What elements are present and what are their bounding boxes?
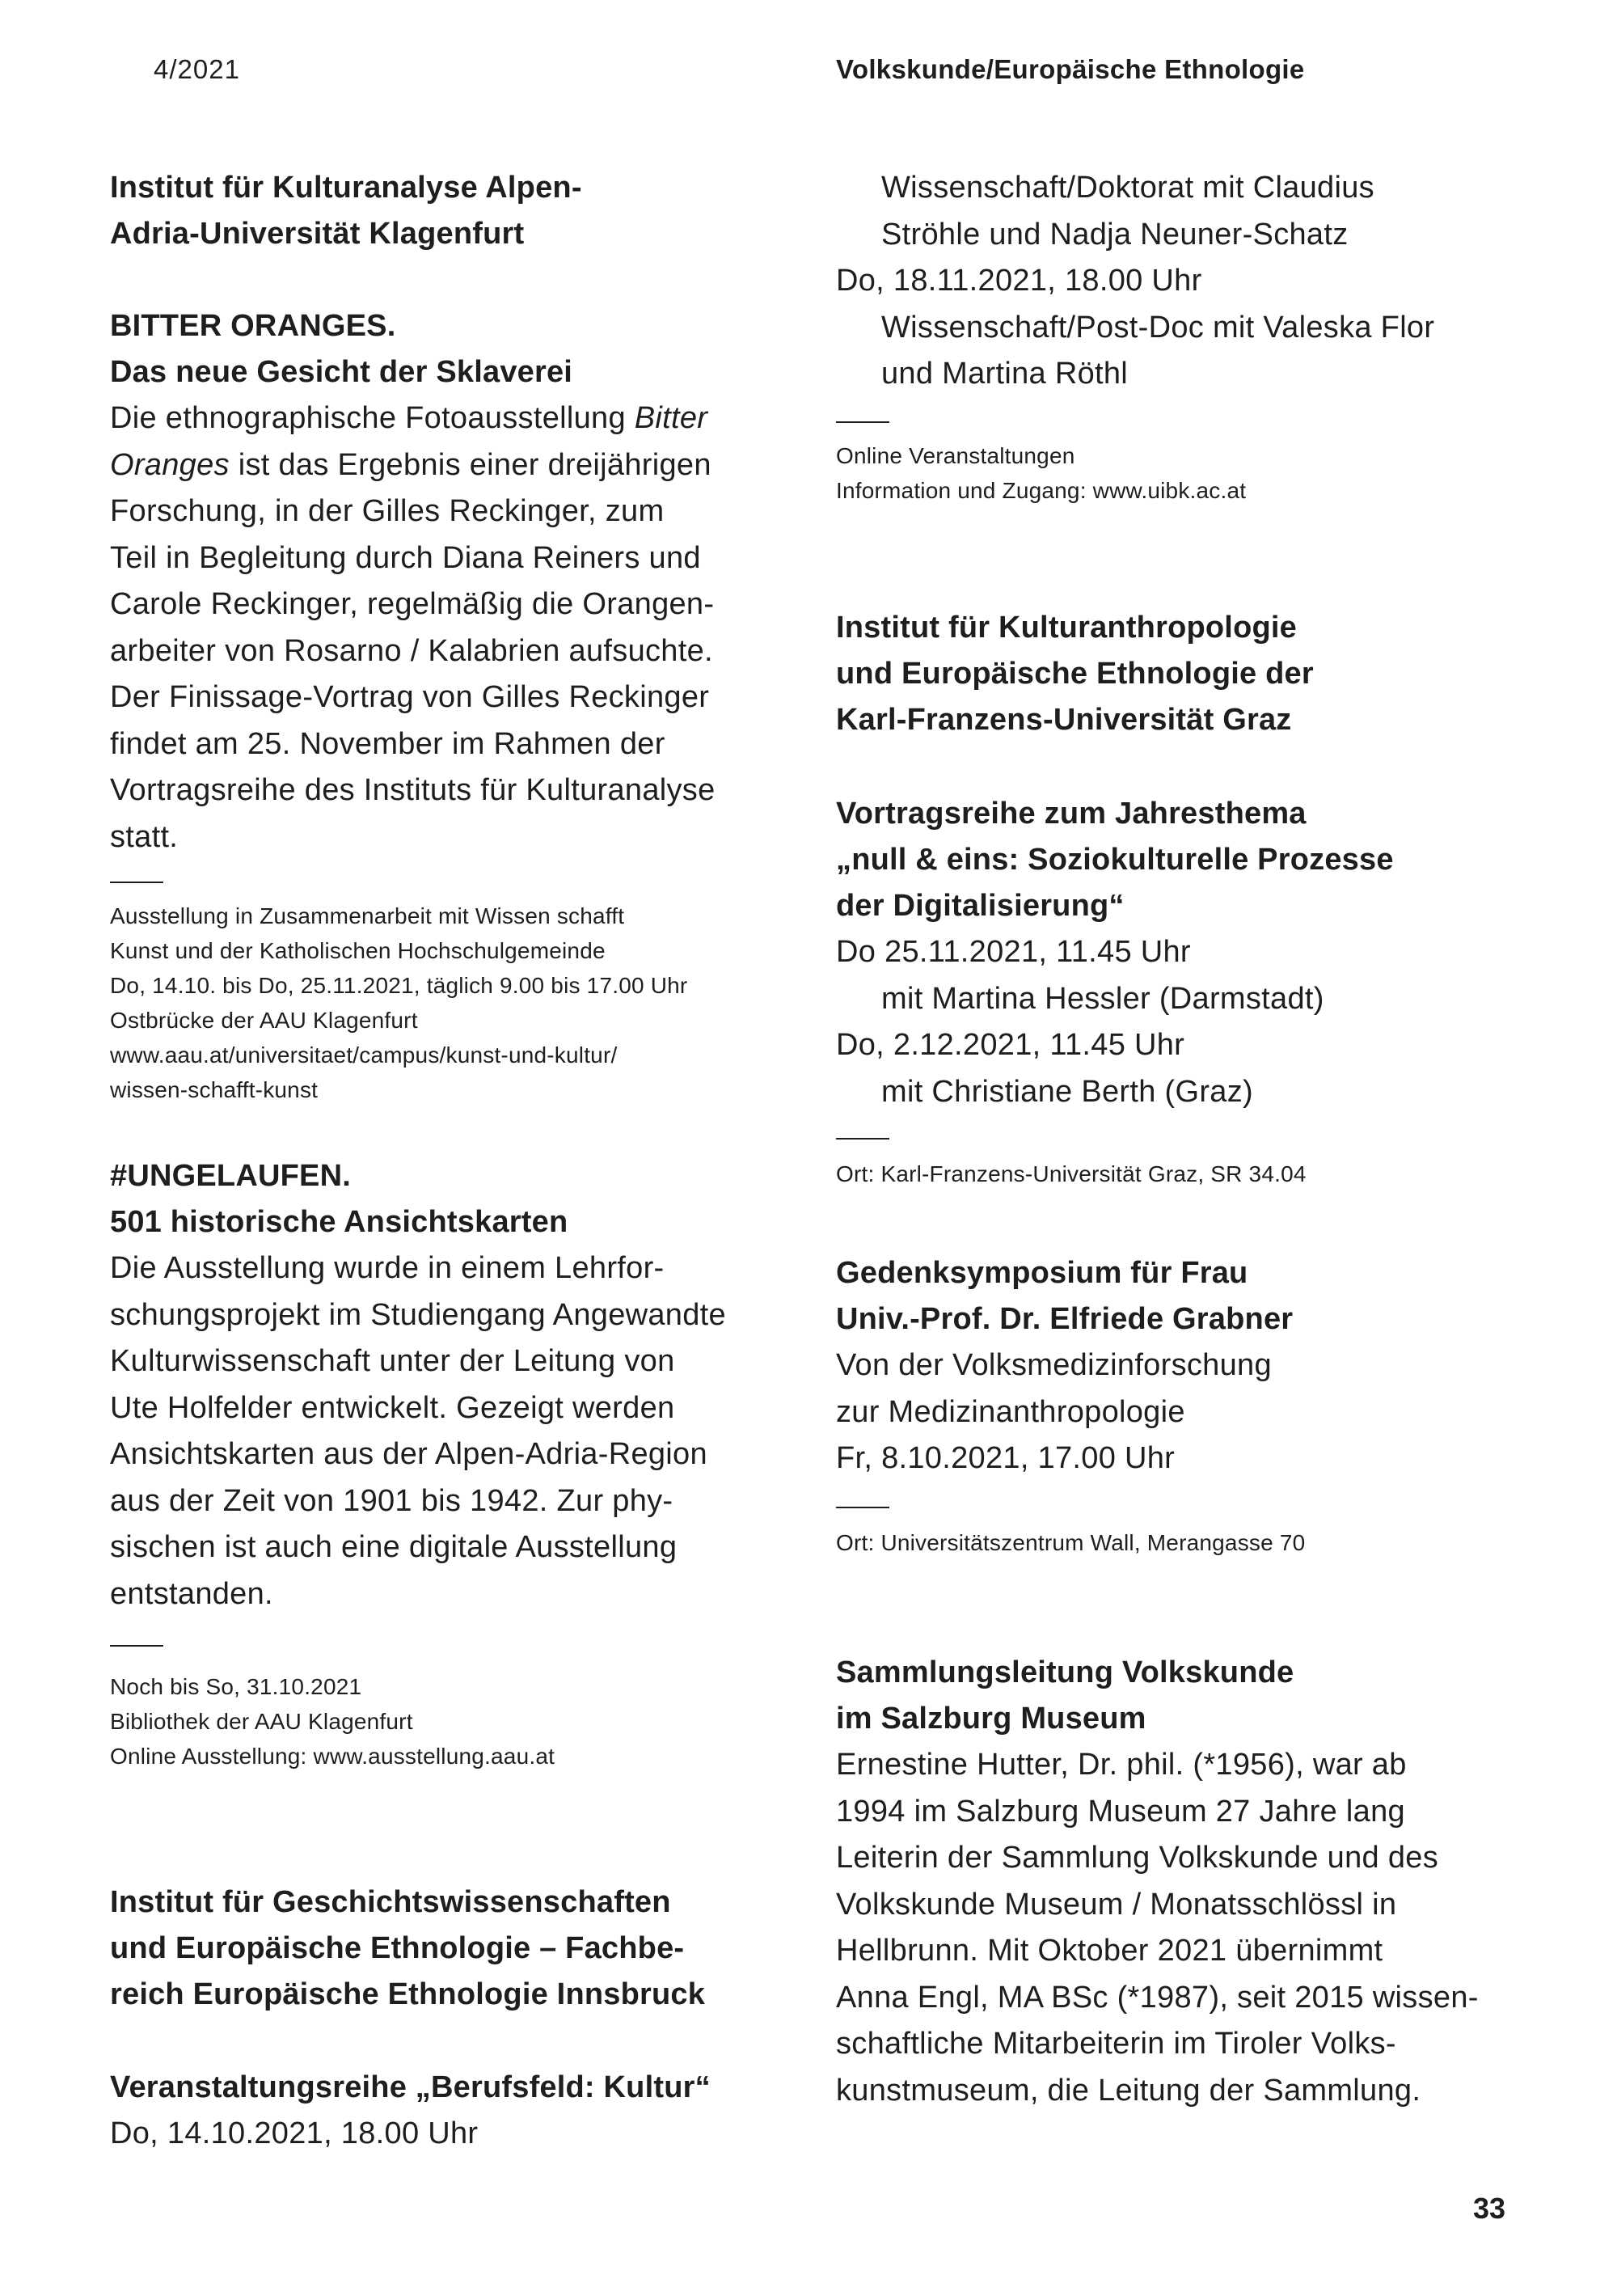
heading-line: Adria-Universität Klagenfurt — [110, 217, 525, 251]
event-description: zur Medizinanthropologie — [836, 1394, 1185, 1429]
info-link[interactable]: wissen-schafft-kunst — [110, 1077, 319, 1102]
event-series-berufsfeld-continued — [836, 165, 1434, 398]
info-line: Noch bis So, 31.10.2021 — [110, 1674, 362, 1699]
event-speaker: mit Christiane Berth (Graz) — [881, 1074, 1253, 1109]
institute-heading-innsbruck — [110, 1880, 705, 2018]
body-line: 1994 im Salzburg Museum 27 Jahre lang — [836, 1794, 1405, 1829]
work-title: Oranges — [110, 447, 230, 482]
divider-rule — [836, 421, 889, 423]
info-line: Do, 14.10. bis Do, 25.11.2021, täglich 9.00 bis 17.00 Uhr — [110, 973, 688, 998]
body-line: Ernestine Hutter, Dr. phil. (*1956), war ab — [836, 1748, 1407, 1782]
article-subtitle: 501 historische Ansichtskarten — [110, 1205, 568, 1239]
institute-heading-graz — [836, 605, 1314, 743]
body-line: Ute Holfelder entwickelt. Gezeigt werden — [110, 1390, 675, 1425]
article-body — [110, 1245, 726, 1617]
body-line: kunstmuseum, die Leitung der Sammlung. — [836, 2073, 1421, 2108]
body-line: entstanden. — [110, 1576, 273, 1611]
event-date: Do, 2.12.2021, 11.45 Uhr — [836, 1028, 1185, 1062]
info-line: Ostbrücke der AAU Klagenfurt — [110, 1008, 418, 1033]
divider-rule — [836, 1138, 889, 1140]
event-description: Wissenschaft/Doktorat mit Claudius — [881, 171, 1374, 205]
event-series-berufsfeld — [110, 2065, 711, 2158]
event-title: Gedenksymposium für Frau — [836, 1256, 1248, 1290]
event-title: Univ.-Prof. Dr. Elfriede Grabner — [836, 1302, 1294, 1336]
heading-line: und Europäische Ethnologie der — [836, 657, 1314, 691]
body-text: Die ethnographische Fotoausstellung — [110, 401, 635, 435]
article-title: im Salzburg Museum — [836, 1702, 1146, 1736]
info-line: Ort: Universitätszentrum Wall, Merangasse 70 — [836, 1530, 1306, 1555]
info-ungelaufen — [110, 1669, 555, 1774]
body-line: aus der Zeit von 1901 bis 1942. Zur phy- — [110, 1483, 673, 1518]
event-series-null-eins — [836, 791, 1394, 1115]
series-title: Vortragsreihe zum Jahresthema — [836, 797, 1307, 831]
body-line: Anna Engl, MA BSc (*1987), seit 2015 wissen- — [836, 1980, 1479, 2015]
body-line: Volkskunde Museum / Monatsschlössl in — [836, 1887, 1397, 1922]
heading-line: Institut für Kulturanalyse Alpen- — [110, 171, 582, 205]
event-description: Ströhle und Nadja Neuner-Schatz — [881, 217, 1349, 252]
article-bitter-oranges — [110, 303, 716, 860]
heading-line: und Europäische Ethnologie – Fachbe- — [110, 1931, 685, 1965]
body-line: Forschung, in der Gilles Reckinger, zum — [110, 494, 665, 528]
info-line: Kunst und der Katholischen Hochschulgemeinde — [110, 938, 606, 963]
event-description: und Martina Röthl — [881, 357, 1129, 391]
body-line: sischen ist auch eine digitale Ausstellung — [110, 1530, 678, 1564]
body-line: Teil in Begleitung durch Diana Reiners und — [110, 540, 701, 575]
body-line: Kulturwissenschaft unter der Leitung von — [110, 1344, 675, 1378]
issue-number: 4/2021 — [154, 54, 240, 84]
divider-rule — [110, 882, 163, 883]
body-line: Ansichtskarten aus der Alpen-Adria-Region — [110, 1437, 707, 1471]
info-line: Ausstellung in Zusammenarbeit mit Wissen schafft — [110, 903, 625, 928]
info-bitter-oranges — [110, 899, 687, 1107]
info-link[interactable]: Information und Zugang: www.uibk.ac.at — [836, 478, 1247, 503]
body-line: findet am 25. November im Rahmen der — [110, 726, 665, 761]
body-text: ist das Ergebnis einer dreijährigen — [229, 447, 711, 482]
series-title: Veranstaltungsreihe „Berufsfeld: Kultur“ — [110, 2070, 711, 2104]
info-line: Online Veranstaltungen — [836, 443, 1075, 468]
body-line: schaftliche Mitarbeiterin im Tiroler Volks- — [836, 2027, 1396, 2061]
article-title: BITTER ORANGES. — [110, 309, 396, 343]
info-line: Bibliothek der AAU Klagenfurt — [110, 1709, 413, 1734]
event-date: Do, 14.10.2021, 18.00 Uhr — [110, 2116, 479, 2150]
info-symposium — [836, 1525, 1305, 1560]
work-title: Bitter — [634, 401, 708, 435]
event-date: Do, 18.11.2021, 18.00 Uhr — [836, 264, 1202, 298]
body-line: schungsprojekt im Studiengang Angewandte — [110, 1297, 726, 1332]
event-description: Wissenschaft/Post-Doc mit Valeska Flor — [881, 310, 1435, 345]
page-number: 33 — [1473, 2192, 1506, 2225]
event-date: Do 25.11.2021, 11.45 Uhr — [836, 935, 1191, 969]
info-link[interactable]: www.aau.at/universitaet/campus/kunst-und-kultur/ — [110, 1042, 618, 1068]
heading-line: Institut für Geschichtswissenschaften — [110, 1885, 671, 1919]
body-line: Vortragsreihe des Instituts für Kulturanalyse — [110, 773, 716, 807]
section-title: Volkskunde/Europäische Ethnologie — [836, 54, 1305, 84]
heading-line: Institut für Kulturanthropologie — [836, 611, 1297, 645]
institute-heading-klagenfurt — [110, 165, 582, 257]
series-title: „null & eins: Soziokulturelle Prozesse — [836, 843, 1394, 877]
body-line: Leiterin der Sammlung Volkskunde und des — [836, 1841, 1439, 1875]
info-graz-series — [836, 1156, 1307, 1191]
info-line: Ort: Karl-Franzens-Universität Graz, SR 34.04 — [836, 1161, 1307, 1186]
body-line: Die Ausstellung wurde in einem Lehrfor- — [110, 1251, 665, 1285]
heading-line: Karl-Franzens-Universität Graz — [836, 703, 1292, 737]
series-title: der Digitalisierung“ — [836, 889, 1125, 923]
body-line: Carole Reckinger, regelmäßig die Orangen- — [110, 587, 715, 621]
article-ungelaufen — [110, 1153, 726, 1617]
event-gedenksymposium — [836, 1250, 1293, 1482]
info-innsbruck — [836, 438, 1246, 508]
heading-line: reich Europäische Ethnologie Innsbruck — [110, 1977, 706, 2011]
info-link[interactable]: Online Ausstellung: www.ausstellung.aau.at — [110, 1744, 555, 1769]
article-title: #UNGELAUFEN. — [110, 1159, 351, 1193]
article-title: Sammlungsleitung Volkskunde — [836, 1655, 1294, 1689]
body-line: Hellbrunn. Mit Oktober 2021 übernimmt — [836, 1934, 1383, 1968]
divider-rule — [110, 1645, 163, 1647]
divider-rule — [836, 1507, 889, 1508]
body-line: Der Finissage-Vortrag von Gilles Reckinger — [110, 680, 710, 714]
article-body — [110, 395, 716, 860]
event-description: Von der Volksmedizinforschung — [836, 1348, 1272, 1382]
body-line: arbeiter von Rosarno / Kalabrien aufsuchte. — [110, 633, 713, 668]
body-line: statt. — [110, 819, 179, 854]
event-date: Fr, 8.10.2021, 17.00 Uhr — [836, 1441, 1176, 1475]
event-speaker: mit Martina Hessler (Darmstadt) — [881, 981, 1324, 1016]
article-salzburg — [836, 1650, 1479, 2114]
article-body — [836, 1742, 1479, 2114]
article-subtitle: Das neue Gesicht der Sklaverei — [110, 355, 573, 389]
